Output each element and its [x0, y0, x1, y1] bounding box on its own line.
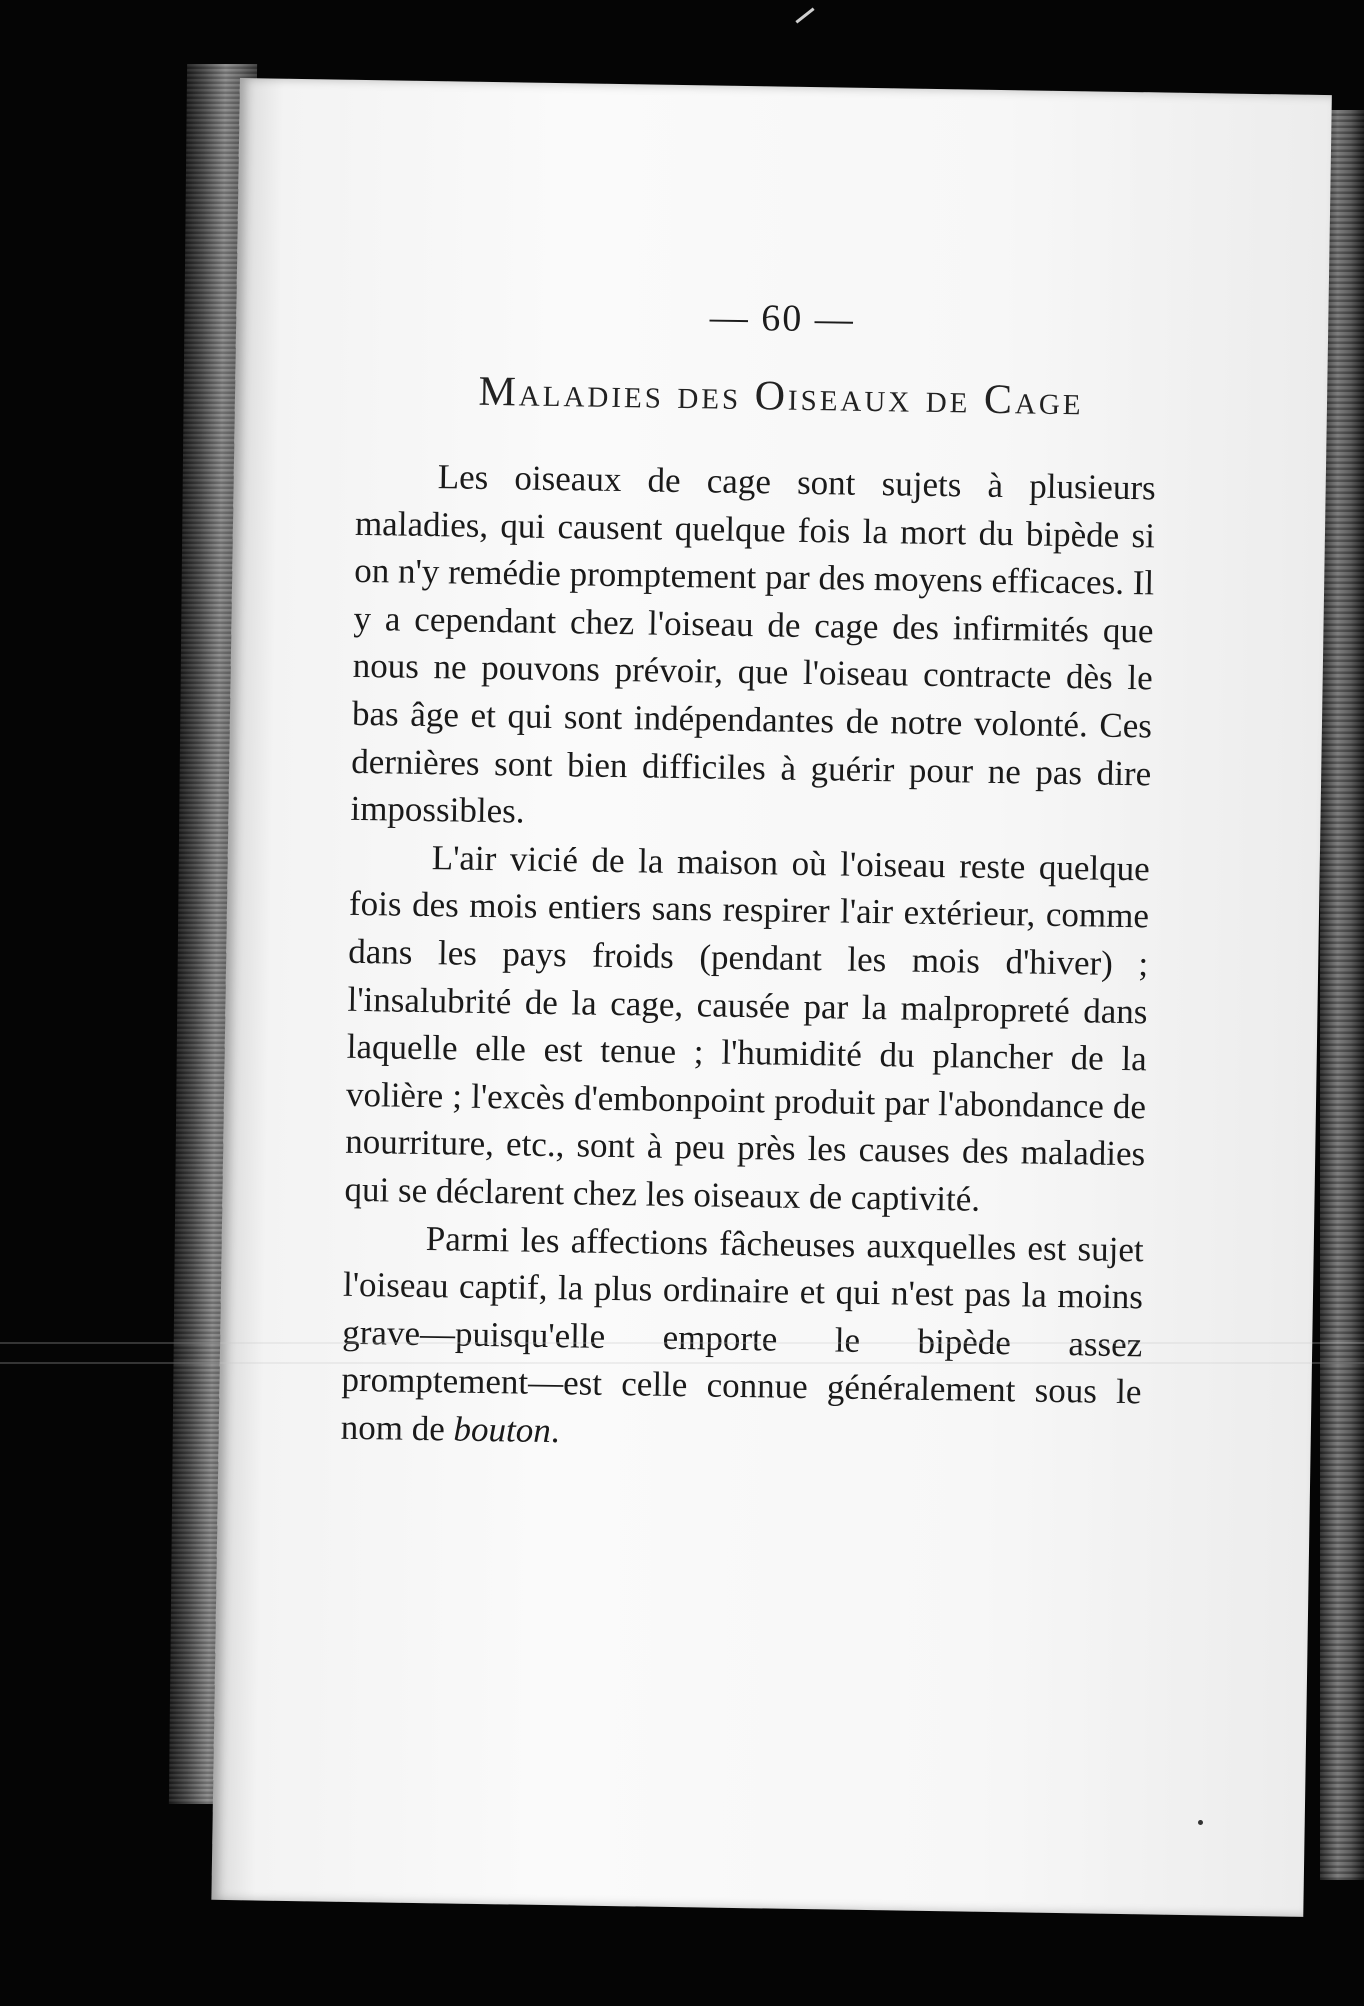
page-sheet — [211, 78, 1331, 1917]
film-scratch-mark — [795, 8, 814, 24]
scan-artifact-line — [0, 1342, 1364, 1344]
paragraph-2: L'air vicié de la maison où l'oiseau reste quelque fois des mois entiers sans respirer l'air extérieur, comme dans les pays froids (pendant les mois d'hiver) ; l'insalubrité de la cage, causée par la malpropreté dans laquelle elle est tenue ; l'humidité du plancher de la volière ; l'excès d'embonpoint produit par l'abondance de nourriture, etc., sont à peu près les causes des maladies qui se déclarent chez les oiseaux de captivité. — [344, 837, 1150, 1219]
paragraph-3 — [340, 1213, 1144, 1464]
body-text — [340, 452, 1156, 1464]
paragraph-3-end: . — [550, 1410, 560, 1451]
scan-artifact-line — [0, 1362, 1364, 1364]
paragraph-3-italic-term: bouton — [453, 1409, 552, 1450]
chapter-title: Maladies des Oiseaux de Cage — [478, 368, 1084, 425]
page-number: — 60 — — [709, 296, 856, 341]
paragraph-1: Les oiseaux de cage sont sujets à plusieurs maladies, qui causent quelque fois la mort du bipède si on n'y remédie promptement par des moyens efficaces. Il y a cependant chez l'oiseau de cage des infirmités que nous ne pouvons prévoir, que l'oiseau contracte dès le bas âge et qui sont indépendantes de notre volonté. Ces dernières sont bien difficiles à guérir pour ne pas dire impossibles. — [350, 457, 1156, 831]
speck-mark — [1198, 1820, 1203, 1825]
paragraph-3-text: Parmi les affections fâcheuses auxquelles est sujet l'oiseau captif, la plus ordinaire et qui n'est pas la moins grave—puisqu'elle emporte le bipède assez promptement—est celle connue généralement sous le nom de — [340, 1218, 1145, 1449]
